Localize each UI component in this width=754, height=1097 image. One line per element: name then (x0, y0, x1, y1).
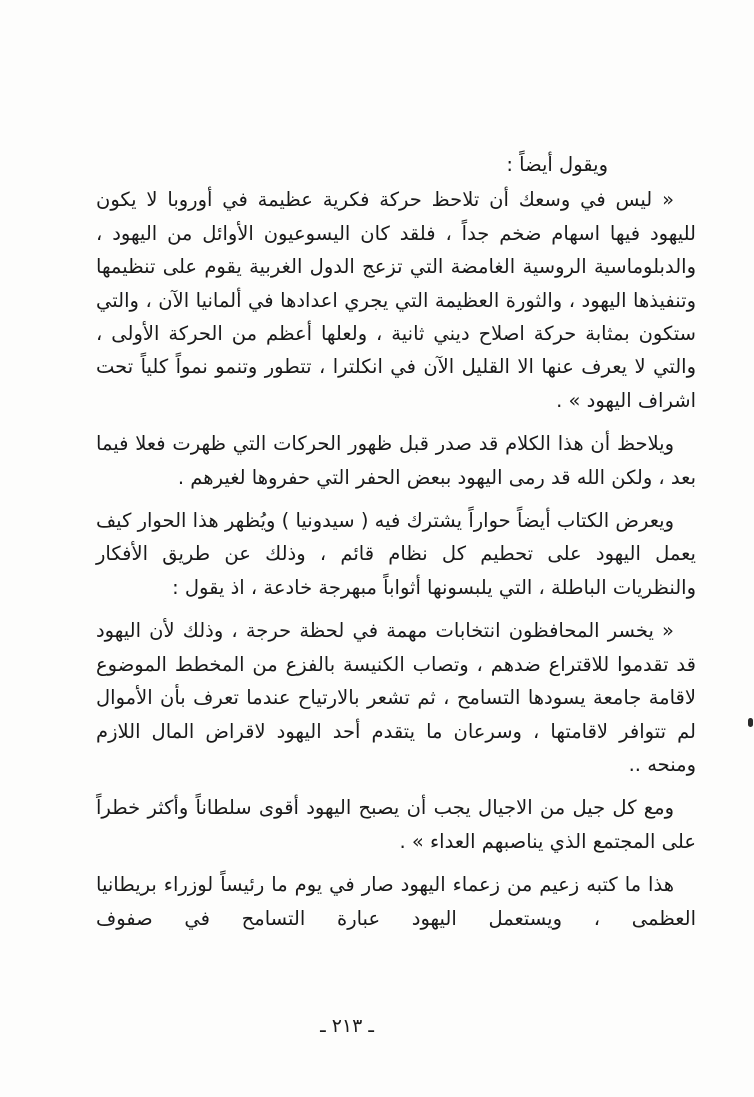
paragraph-quote-europe: « ليس في وسعك أن تلاحظ حركة فكرية عظيمة في أوروبا لا يكون لليهود فيها اسهام ضخم جداً ، فلقد كان اليسوعيون الأوائل من اليهود ، والدبلوماسية الروسية الغامضة التي تزعج الدول الغربية يقوم على تنظيمها وتنفيذها اليهود ، والثورة العظيمة التي يجري اعدادها في ألمانيا الآن ، والتي ستكون بمثابة حركة اصلاح ديني ثانية ، ولعلها أعظم من الحركة الأولى ، والتي لا يعرف عنها الا القليل الآن في انكلترا ، تتطور وتنمو نمواً كلياً تحت اشراف اليهود » . (96, 188, 696, 412)
paragraph-quote-conservatives: « يخسر المحافظون انتخابات مهمة في لحظة حرجة ، وذلك لأن اليهود قد تقدموا للاقتراع ضدهم ، وتصاب الكنيسة بالفزع من المخطط الموضوع لاقامة جامعة يسودها التسامح ، ثم تشعر بالارتياح عندما تعرف بأن الأموال لم تتوافر لاقامتها ، وسرعان ما يتقدم أحد اليهود لاقراض المال اللازم ومنحه .. (96, 619, 696, 776)
paragraph-dialogue-intro: ويعرض الكتاب أيضاً حواراً يشترك فيه ( سيدونيا ) ويُظهر هذا الحوار كيف يعمل اليهود على تحطيم كل نظام قائم ، وذلك عن طريق الأفكار والنظريات الباطلة ، التي يلبسونها أثواباً مبهرجة خادعة ، اذ يقول : (96, 509, 696, 599)
page-number (0, 1015, 754, 1037)
page-body (96, 148, 696, 935)
page-number-text: ـ ٢١٣ ـ (320, 1015, 374, 1037)
margin-ink-speck (748, 718, 753, 727)
paragraph-observation: ويلاحظ أن هذا الكلام قد صدر قبل ظهور الحركات التي ظهرت فعلا فيما بعد ، ولكن الله قد رمى اليهود ببعض الحفر التي حفروها لغيرهم . (96, 432, 696, 489)
paragraph-closing: هذا ما كتبه زعيم من زعماء اليهود صار في يوم ما رئيساً لوزراء بريطانيا العظمى ، ويستعمل اليهود عبارة التسامح في صفوف (96, 873, 696, 930)
section-heading: ويقول أيضاً : (506, 153, 608, 176)
paragraph-quote-generations: ومع كل جيل من الاجيال يجب أن يصبح اليهود أقوى سلطاناً وأكثر خطراً على المجتمع الذي يناصبهم العداء » . (96, 796, 696, 853)
